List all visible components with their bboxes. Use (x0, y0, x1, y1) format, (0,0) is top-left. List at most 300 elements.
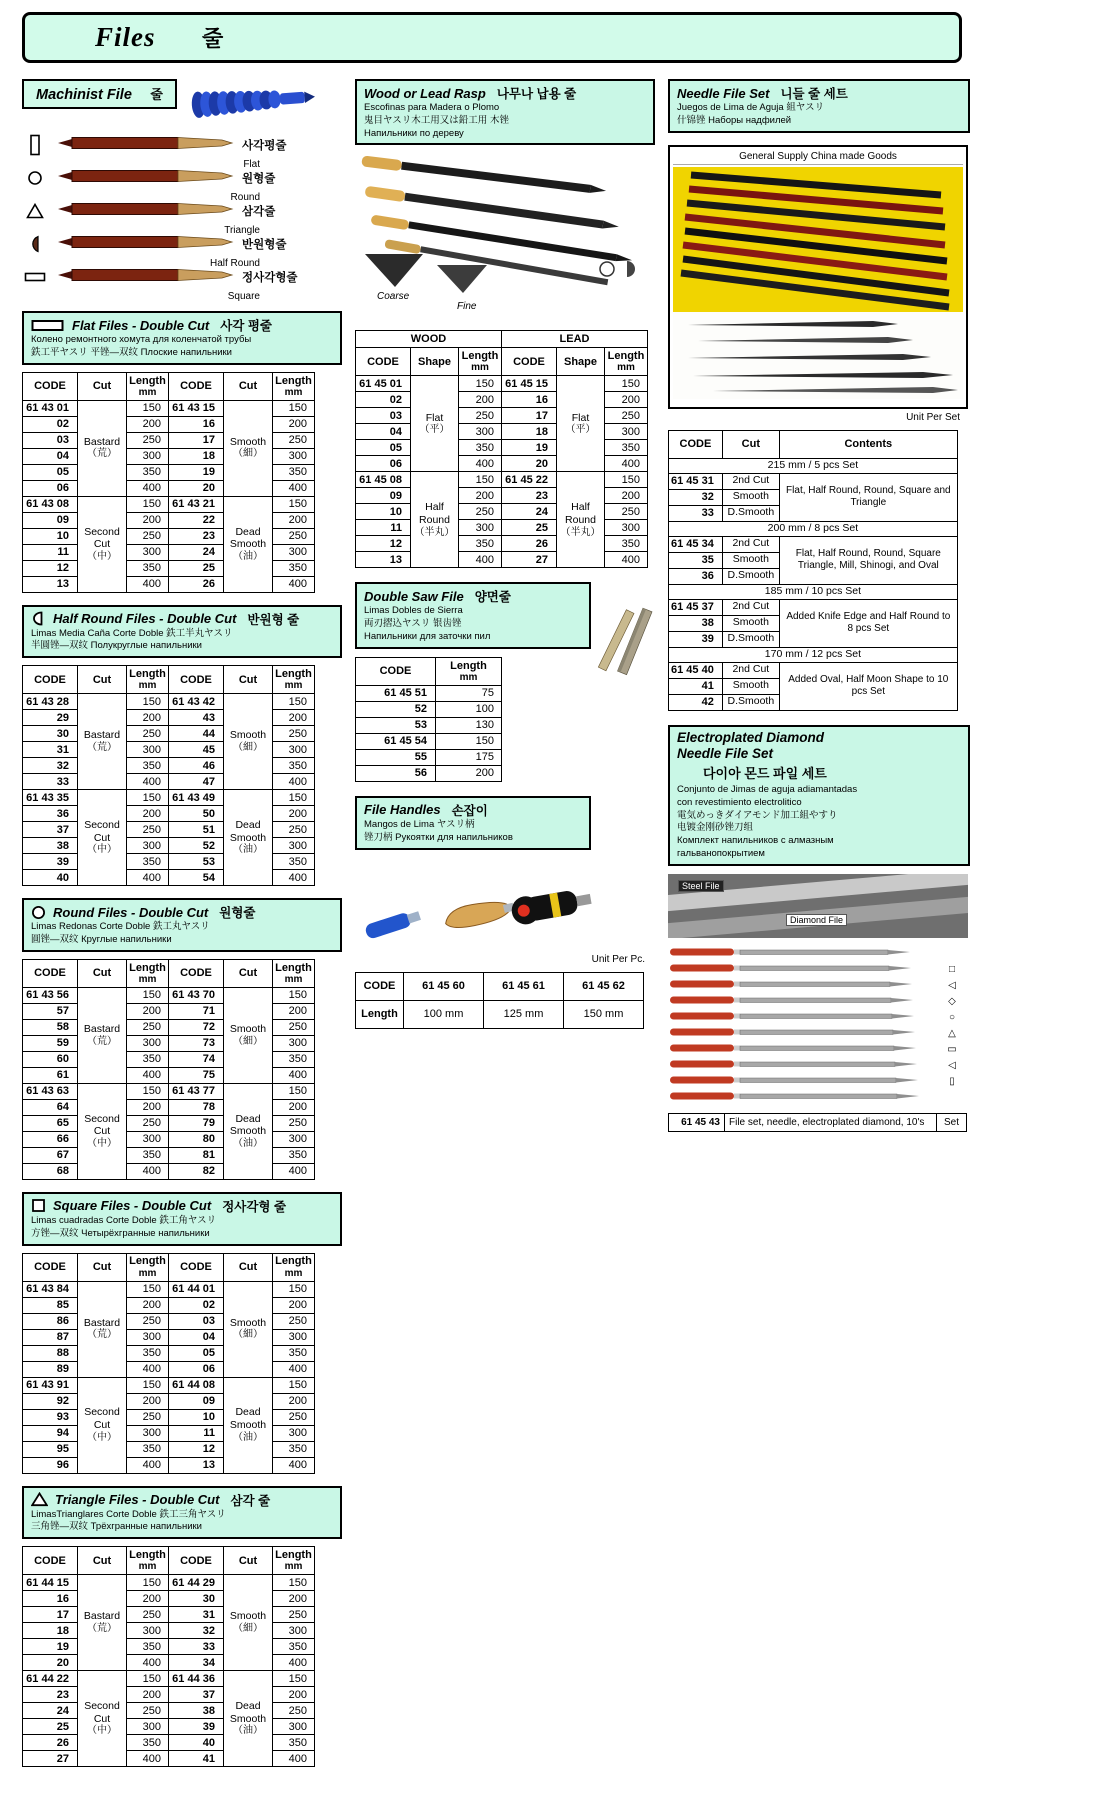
code-cell: 13 (169, 1457, 224, 1473)
length-cell: 400 (127, 774, 169, 790)
diamond-set-subtitle-ru: Комплект напильников с алмазным (677, 835, 834, 847)
code-cell: 61 45 62 (564, 972, 644, 1000)
length-cell: 300 (273, 1425, 315, 1441)
length-cell: 300 (273, 1623, 315, 1639)
column-header: CODE (669, 430, 723, 458)
code-cell: 61 44 36 (169, 1671, 224, 1687)
cut-cell: Dead Smooth （油） (224, 1377, 273, 1473)
shape-cell: Half Round （半丸） (411, 472, 459, 568)
code-cell: 88 (23, 1345, 78, 1361)
column-header: Shape (557, 348, 605, 376)
code-cell: 26 (502, 536, 557, 552)
cut-cell: Second Cut （中） (78, 790, 127, 886)
length-cell: 350 (605, 440, 648, 456)
code-cell: 02 (23, 416, 78, 432)
code-cell: 61 43 77 (169, 1083, 224, 1099)
length-cell: 350 (459, 536, 502, 552)
column-header-length: Length mm (273, 1547, 315, 1575)
length-cell: 350 (273, 1441, 315, 1457)
code-cell: 61 43 70 (169, 987, 224, 1003)
file-table-square (22, 1253, 315, 1474)
code-cell: 40 (169, 1735, 224, 1751)
length-cell: 300 (127, 742, 169, 758)
cut-cell: Dead Smooth （油） (224, 496, 273, 592)
round-profile-icon (22, 170, 48, 186)
length-cell: 400 (127, 1067, 169, 1083)
length-cell: 150 (127, 987, 169, 1003)
length-cell: 400 (459, 552, 502, 568)
code-cell: 12 (356, 536, 411, 552)
length-cell: 150 (273, 694, 315, 710)
length-cell: 300 (273, 544, 315, 560)
file-handles-subtitle-ru: 锉刀柄 Рукоятки для напильников (364, 831, 513, 843)
wood-rasp-subtitle-es: Escofinas para Madera o Plomo (364, 102, 500, 113)
column-header-length: Length mm (436, 657, 502, 685)
code-cell: 93 (23, 1409, 78, 1425)
file-profile-glyph: ◇ (948, 995, 956, 1007)
code-cell: 58 (23, 1019, 78, 1035)
double-saw-header (355, 582, 591, 648)
code-cell: 65 (23, 1115, 78, 1131)
length-cell: 350 (127, 1345, 169, 1361)
column-header-length: Length mm (127, 666, 169, 694)
code-cell: 36 (23, 806, 78, 822)
length-cell: 150 (273, 1575, 315, 1591)
wood-rasp-subtitle-ru: Напильники по дереву (364, 127, 464, 139)
file-handles-header (355, 796, 591, 850)
file-profile-glyph: ▭ (947, 1043, 957, 1055)
length-cell: 200 (273, 1393, 315, 1409)
needle-set-subtitle-es: Juegos de Lima de Aguja 組ヤスリ (677, 102, 825, 113)
code-cell: 04 (356, 424, 411, 440)
code-cell: 60 (23, 1051, 78, 1067)
code-cell: 27 (502, 552, 557, 568)
length-cell: 400 (127, 870, 169, 886)
cut-cell: Bastard （荒） (78, 694, 127, 790)
length-cell: 350 (273, 1147, 315, 1163)
length-cell: 250 (273, 528, 315, 544)
length-cell: 300 (127, 448, 169, 464)
wood-rasp-title: Wood or Lead Rasp (364, 85, 486, 101)
machinist-file-photo (187, 79, 317, 128)
code-cell: 19 (502, 440, 557, 456)
cut-cell: Smooth （細） (224, 694, 273, 790)
length-cell: 350 (127, 1639, 169, 1655)
file-profile-glyph: ◁ (948, 979, 956, 991)
section-title-kr: 원형줄 (219, 906, 256, 921)
code-cell: 18 (169, 448, 224, 464)
length-cell: 150 (273, 1671, 315, 1687)
code-cell: 24 (502, 504, 557, 520)
code-cell: 37 (23, 822, 78, 838)
length-cell: 200 (459, 488, 502, 504)
length-cell: 130 (436, 717, 502, 733)
diamond-files-illustration (668, 946, 970, 1106)
code-cell: 31 (169, 1607, 224, 1623)
length-cell: 200 (127, 512, 169, 528)
code-cell: 29 (23, 710, 78, 726)
code-cell: 61 43 56 (23, 987, 78, 1003)
length-cell: 350 (127, 560, 169, 576)
column-header-length: Length mm (273, 372, 315, 400)
length-cell: 300 (273, 1329, 315, 1345)
section-subtitle: Limas Media Caña Corte Doble 鉄工半丸ヤスリ (31, 627, 233, 639)
code-cell: 95 (23, 1441, 78, 1457)
code-cell: 78 (169, 1099, 224, 1115)
length-cell: 150 (273, 1083, 315, 1099)
code-cell: 25 (169, 560, 224, 576)
length-cell: 400 (127, 1361, 169, 1377)
code-cell: 09 (356, 488, 411, 504)
file-table-half-round (22, 665, 315, 886)
code-cell: 61 43 49 (169, 790, 224, 806)
double-saw-title: Double Saw File (364, 588, 464, 604)
page-title: Files (95, 22, 156, 52)
code-cell: 13 (23, 576, 78, 592)
length-cell: 400 (127, 1163, 169, 1179)
code-cell: 51 (169, 822, 224, 838)
length-cell: 250 (127, 822, 169, 838)
code-cell: 26 (169, 576, 224, 592)
content-columns (22, 79, 970, 1767)
code-cell: 74 (169, 1051, 224, 1067)
section-subtitle: Limas Redonas Corte Doble 鉄工丸ヤスリ (31, 921, 210, 933)
section-header-flat (22, 311, 342, 365)
length-cell: 250 (127, 1313, 169, 1329)
code-cell: 13 (356, 552, 411, 568)
cut-cell: Second Cut （中） (78, 496, 127, 592)
code-cell: 46 (169, 758, 224, 774)
diamond-file-label: Diamond File (786, 914, 847, 926)
code-cell: 30 (23, 726, 78, 742)
length-cell: 350 (273, 560, 315, 576)
diamond-set-title2: Needle File Set (677, 745, 774, 761)
length-cell: 300 (273, 1035, 315, 1051)
length-cell: 200 (605, 488, 648, 504)
code-cell: 24 (23, 1703, 78, 1719)
diamond-set-header (668, 725, 970, 866)
code-cell: 20 (502, 456, 557, 472)
length-cell: 350 (273, 1639, 315, 1655)
profile-label-en: Flat (243, 159, 260, 170)
column-header: Cut (78, 666, 127, 694)
needle-set-table (668, 430, 958, 711)
column-header-length: Length mm (605, 348, 648, 376)
cut-cell: Bastard （荒） (78, 987, 127, 1083)
length-cell: 250 (273, 822, 315, 838)
code-cell: 10 (23, 528, 78, 544)
length-cell: 150 (127, 1083, 169, 1099)
column-header: Shape (411, 348, 459, 376)
left-column (22, 79, 342, 1767)
length-cell: 300 (127, 1719, 169, 1735)
shape-cell: Half Round （半丸） (557, 472, 605, 568)
length-cell: 175 (436, 749, 502, 765)
length-cell: 400 (273, 1361, 315, 1377)
length-cell: 200 (273, 1687, 315, 1703)
length-cell: 300 (127, 1131, 169, 1147)
steel-file-label: Steel File (678, 880, 724, 892)
code-cell: 59 (23, 1035, 78, 1051)
section-subtitle: 鉄工平ヤスリ 平锉—双纹 Плоские напильники (31, 346, 232, 358)
length-cell: 200 (436, 765, 502, 781)
cut-cell: Smooth (722, 615, 779, 631)
length-cell: 400 (273, 1067, 315, 1083)
code-cell: 61 43 28 (23, 694, 78, 710)
triangle-shape-icon (31, 1492, 48, 1507)
code-cell: 61 43 15 (169, 400, 224, 416)
file-drawing (56, 233, 234, 256)
length-cell: 400 (273, 774, 315, 790)
code-cell: 61 43 42 (169, 694, 224, 710)
code-cell: 02 (169, 1297, 224, 1313)
length-cell: 300 (127, 1425, 169, 1441)
code-cell: 33 (669, 505, 723, 521)
length-cell: 400 (273, 576, 315, 592)
code-cell: 61 43 21 (169, 496, 224, 512)
file-handles-title-kr: 손잡이 (451, 803, 488, 818)
column-header: CODE (169, 959, 224, 987)
diamond-file-row (668, 978, 970, 994)
length-cell: 200 (273, 1003, 315, 1019)
length-cell: 150 (436, 733, 502, 749)
section-title-kr: 정사각형 줄 (222, 1199, 287, 1214)
code-cell: 53 (169, 854, 224, 870)
code-cell: 67 (23, 1147, 78, 1163)
file-table-round (22, 959, 315, 1180)
cut-cell: Smooth （細） (224, 987, 273, 1083)
code-cell: 11 (356, 520, 411, 536)
needle-set-photo (668, 145, 968, 409)
cut-cell: Smooth (722, 678, 779, 694)
code-cell: 57 (23, 1003, 78, 1019)
code-cell: 61 43 91 (23, 1377, 78, 1393)
length-cell: 400 (273, 1457, 315, 1473)
diamond-file-row (668, 994, 970, 1010)
code-cell: 61 45 01 (356, 376, 411, 392)
length-cell: 200 (127, 1003, 169, 1019)
length-cell: 250 (273, 1115, 315, 1131)
code-cell: 17 (23, 1607, 78, 1623)
column-header: Cut (78, 1547, 127, 1575)
code-cell: 35 (669, 552, 723, 568)
length-cell: 350 (127, 1147, 169, 1163)
length-cell: 300 (459, 520, 502, 536)
file-table-triangle (22, 1546, 315, 1767)
file-drawing (56, 134, 234, 157)
code-cell: 03 (169, 1313, 224, 1329)
cut-cell: Second Cut （中） (78, 1671, 127, 1767)
file-profile-glyph: ▯ (949, 1075, 955, 1087)
diamond-file-row (668, 962, 970, 978)
length-cell: 250 (127, 1607, 169, 1623)
length-row-label: Length (356, 1000, 404, 1028)
machinist-profile-square (22, 266, 342, 288)
code-cell: 61 43 35 (23, 790, 78, 806)
length-cell: 200 (605, 392, 648, 408)
code-cell: 56 (356, 765, 436, 781)
double-saw-subtitle-ru: Напильники для заточки пил (364, 631, 491, 643)
double-saw-title-kr: 양면줄 (474, 590, 511, 605)
length-cell: 400 (605, 456, 648, 472)
code-cell: 43 (169, 710, 224, 726)
rasp-illustration (355, 149, 655, 323)
code-row-label: CODE (356, 972, 404, 1000)
fine-label: Fine (457, 301, 477, 313)
code-cell: 11 (169, 1425, 224, 1441)
code-cell: 37 (169, 1687, 224, 1703)
code-cell: 26 (23, 1735, 78, 1751)
length-cell: 250 (605, 504, 648, 520)
length-cell: 350 (127, 1735, 169, 1751)
code-cell: 39 (169, 1719, 224, 1735)
length-cell: 350 (605, 536, 648, 552)
section-header-triangle (22, 1486, 342, 1540)
code-cell: 61 45 31 (669, 473, 723, 489)
length-cell: 150 (127, 1377, 169, 1393)
coarse-label: Coarse (377, 291, 410, 303)
code-cell: 03 (356, 408, 411, 424)
contents-cell: Added Knife Edge and Half Round to 8 pcs Set (779, 599, 957, 647)
code-cell: 52 (169, 838, 224, 854)
file-drawing (56, 266, 234, 289)
file-profile-glyph: ◁ (948, 1059, 956, 1071)
length-cell: 250 (273, 1019, 315, 1035)
code-cell: 17 (169, 432, 224, 448)
code-cell: 61 45 61 (484, 972, 564, 1000)
length-cell: 250 (273, 1607, 315, 1623)
file-profile-glyph: □ (948, 963, 956, 975)
section-subtitle: 圓锉—双纹 Круглые напильники (31, 934, 172, 946)
length-cell: 350 (273, 854, 315, 870)
code-cell: 05 (356, 440, 411, 456)
profile-label-kr: 삼각줄 (242, 206, 276, 218)
code-cell: 24 (169, 544, 224, 560)
code-cell: 36 (669, 568, 723, 584)
code-cell: 41 (169, 1751, 224, 1767)
length-cell: 200 (273, 710, 315, 726)
code-cell: 87 (23, 1329, 78, 1345)
length-cell: 300 (127, 1623, 169, 1639)
code-cell: 80 (169, 1131, 224, 1147)
length-cell: 150 (459, 376, 502, 392)
diamond-set-subtitle-ru2: гальванопокрытием (677, 848, 765, 860)
file-section-triangle (22, 1486, 342, 1768)
code-cell: 92 (23, 1393, 78, 1409)
diamond-set-subtitle-cn: 电镀金刚砂锉刀组 (677, 822, 754, 834)
length-cell: 200 (127, 806, 169, 822)
length-cell: 300 (127, 544, 169, 560)
length-cell: 250 (273, 1313, 315, 1329)
column-header: CODE (169, 1547, 224, 1575)
cut-cell: 2nd Cut (722, 662, 779, 678)
needle-set-subtitle-ru: 什锦锉 Наборы надфилей (677, 114, 792, 126)
code-cell: 32 (669, 489, 723, 505)
file-section-square (22, 1192, 342, 1474)
column-header: Cut (224, 372, 273, 400)
wood-rasp-header (355, 79, 655, 145)
code-cell: 32 (23, 758, 78, 774)
column-header-length: Length mm (127, 1547, 169, 1575)
cut-cell: 2nd Cut (722, 536, 779, 552)
length-cell: 150 (605, 472, 648, 488)
code-cell: 61 44 08 (169, 1377, 224, 1393)
length-cell: 300 (459, 424, 502, 440)
file-handles-table (355, 972, 644, 1029)
code-cell: 61 45 51 (356, 685, 436, 701)
code-cell: 38 (169, 1703, 224, 1719)
code-cell: 42 (669, 694, 723, 710)
section-title: Half Round Files - Double Cut (53, 611, 237, 627)
cut-cell: Smooth （細） (224, 1281, 273, 1377)
column-header: CODE (356, 348, 411, 376)
cut-cell: Bastard （荒） (78, 1575, 127, 1671)
length-cell: 400 (273, 870, 315, 886)
length-cell: 100 mm (404, 1000, 484, 1028)
length-cell: 350 (127, 758, 169, 774)
code-cell: 86 (23, 1313, 78, 1329)
profile-label-en: Round (230, 192, 260, 203)
length-cell: 200 (273, 1591, 315, 1607)
code-cell: 32 (169, 1623, 224, 1639)
length-cell: 350 (273, 1051, 315, 1067)
length-cell: 200 (127, 710, 169, 726)
cut-cell: Dead Smooth （油） (224, 1083, 273, 1179)
set-size-row: 185 mm / 10 pcs Set (669, 584, 958, 599)
double-saw-subtitle-jp: 両刃摺込ヤスリ 银齿锉 (364, 618, 462, 630)
code-cell: 73 (169, 1035, 224, 1051)
steel-diamond-photo (668, 874, 968, 938)
machinist-file-title-box (22, 79, 177, 109)
code-cell: 45 (169, 742, 224, 758)
length-cell: 200 (127, 1297, 169, 1313)
length-cell: 200 (127, 1393, 169, 1409)
code-cell: 06 (356, 456, 411, 472)
section-title: Triangle Files - Double Cut (55, 1492, 220, 1507)
column-header: CODE (23, 1547, 78, 1575)
machinist-profile-half-round (22, 233, 342, 255)
cut-cell: Smooth （細） (224, 400, 273, 496)
length-cell: 250 (127, 528, 169, 544)
diamond-file-row (668, 1026, 970, 1042)
cut-cell: D.Smooth (722, 505, 779, 521)
file-profile-drawings (22, 134, 342, 302)
length-cell: 150 (127, 1575, 169, 1591)
code-cell: 06 (169, 1361, 224, 1377)
section-subtitle: Limas cuadradas Corte Doble 鉄工角ヤスリ (31, 1214, 217, 1226)
code-cell: 10 (169, 1409, 224, 1425)
diamond-file-row (668, 1074, 970, 1090)
length-cell: 300 (273, 742, 315, 758)
code-cell: 64 (23, 1099, 78, 1115)
needle-file-illustration (668, 1089, 944, 1107)
machinist-profile-triangle (22, 200, 342, 222)
length-cell: 300 (273, 838, 315, 854)
length-cell: 150 (273, 790, 315, 806)
column-header: Cut (78, 372, 127, 400)
code-cell: 18 (23, 1623, 78, 1639)
length-cell: 125 mm (484, 1000, 564, 1028)
length-cell: 250 (127, 726, 169, 742)
code-cell: 61 44 01 (169, 1281, 224, 1297)
length-cell: 200 (127, 1099, 169, 1115)
code-cell: 18 (502, 424, 557, 440)
wood-lead-table (355, 330, 648, 568)
code-cell: 23 (502, 488, 557, 504)
length-cell: 150 (273, 496, 315, 512)
code-cell: 54 (169, 870, 224, 886)
wood-rasp-subtitle-jp: 鬼目ヤスリ木工用又は鉛工用 木锉 (364, 114, 509, 126)
